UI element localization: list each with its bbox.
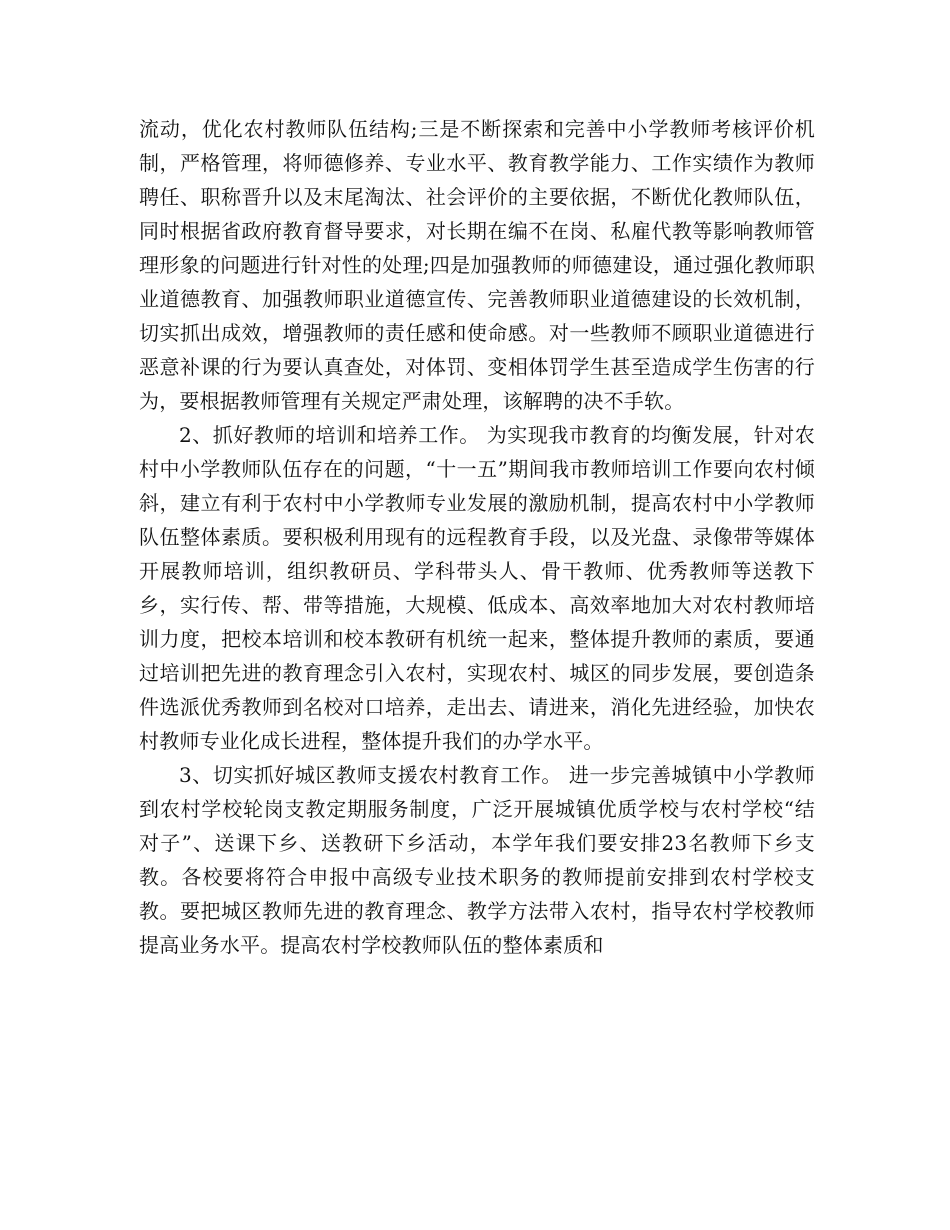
paragraph-continuation: 流动，优化农村教师队伍结构;三是不断探索和完善中小学教师考核评价机制，严格管理，将师德修养、专业水平、教育教学能力、工作实绩作为教师聘任、职称晋升以及末尾淘汰、社会评价的主要依据，不断优化教师队伍，同时根据省政府教育督导要求，对长期在编不在岗、私雇代教等影响教师管理形象的问题进行针对性的处理;四是加强教师的师德建设，通过强化教师职业道德教育、加强教师职业道德宣传、完善教师职业道德建设的长效机制，切实抓出成效，增强教师的责任感和使命感。对一些教师不顾职业道德进行恶意补课的行为要认真查处，对体罚、变相体罚学生甚至造成学生伤害的行为，要根据教师管理有关规定严肃处理，该解聘的决不手软。 — [139, 117, 815, 413]
paragraph-teacher-training: 2、抓好教师的培训和培养工作。 为实现我市教育的均衡发展，针对农村中小学教师队伍存在的问题，“十一五”期间我市教师培训工作要向农村倾斜，建立有利于农村中小学教师专业发展的激励机制，提高农村中小学教师队伍整体素质。要积极利用现有的远程教育手段，以及光盘、录像带等媒体开展教师培训，组织教研员、学科带头人、骨干教师、优秀教师等送教下乡，实行传、帮、带等措施，大规模、低成本、高效率地加大对农村教师培训力度，把校本培训和校本教研有机统一起来，整体提升教师的素质，要通过培训把先进的教育理念引入农村，实现农村、城区的同步发展，要创造条件选派优秀教师到名校对口培养，走出去、请进来，消化先进经验，加快农村教师专业化成长进程，整体提升我们的办学水平。 — [139, 423, 815, 753]
paragraph-rural-support: 3、切实抓好城区教师支援农村教育工作。 进一步完善城镇中小学教师到农村学校轮岗支教定期服务制度，广泛开展城镇优质学校与农村学校“结对子”、送课下乡、送教研下乡活动，本学年我们要安排23名教师下乡支教。各校要将符合申报中高级专业技术职务的教师提前安排到农村学校支教。要把城区教师先进的教育理念、教学方法带入农村，指导农村学校教师提高业务水平。提高农村学校教师队伍的整体素质和 — [139, 763, 815, 957]
document-body — [139, 112, 815, 962]
